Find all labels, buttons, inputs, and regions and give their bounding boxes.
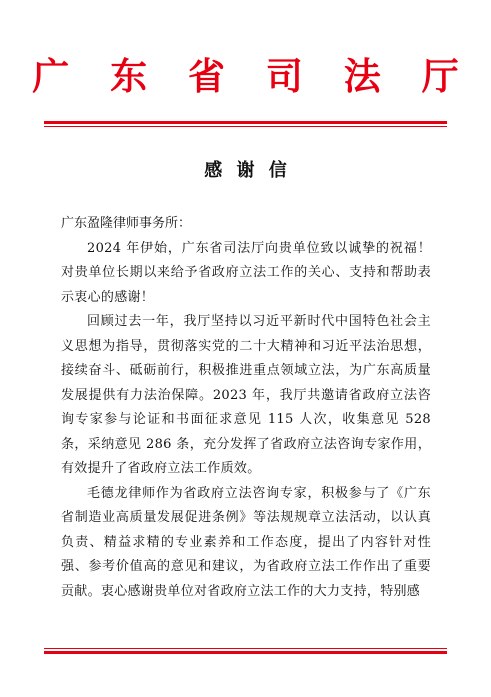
letterhead-rule-thick: [44, 121, 447, 124]
document-title: 感 谢 信: [204, 160, 291, 181]
letter-body: [61, 212, 431, 604]
letterhead-org-name: 广 东 省 司 法 厅: [32, 54, 473, 98]
paragraph-greeting: 2024 年伊始，广东省司法厅向贵单位致以诚挚的祝福！对贵单位长期以来给予省政府立法工作的关心、支持和帮助表示衷心的感谢！: [61, 240, 431, 305]
footer-rule-thick: [44, 651, 447, 654]
paragraph-review: 回顾过去一年，我厅坚持以习近平新时代中国特色社会主义思想为指导，贯彻落实党的二十大精神和习近平法治思想，接续奋斗、砥砺前行，积极推进重点领域立法，为广东高质量发展提供有力法治保障。2023 年，我厅共邀请省政府立法咨询专家参与论证和书面征求意见 115 人次，收集意见 528 条，采纳意见 286 条，充分发挥了省政府立法咨询专家作用，有效提升了省政府立法工作质效。: [61, 314, 431, 476]
salutation: 广东盈隆律师事务所：: [61, 216, 192, 231]
letterhead-rule-thin: [44, 126, 447, 127]
paragraph-acknowledgement: 毛德龙律师作为省政府立法咨询专家，积极参与了《广东省制造业高质量发展促进条例》等法规规章立法活动，以认真负责、精益求精的专业素养和工作态度，提出了内容针对性强、参考价值高的意见和建议，为省政府立法工作作出了重要贡献。衷心感谢贵单位对省政府立法工作的大力支持，特别感: [61, 485, 431, 599]
footer-rule-thin: [44, 648, 447, 649]
